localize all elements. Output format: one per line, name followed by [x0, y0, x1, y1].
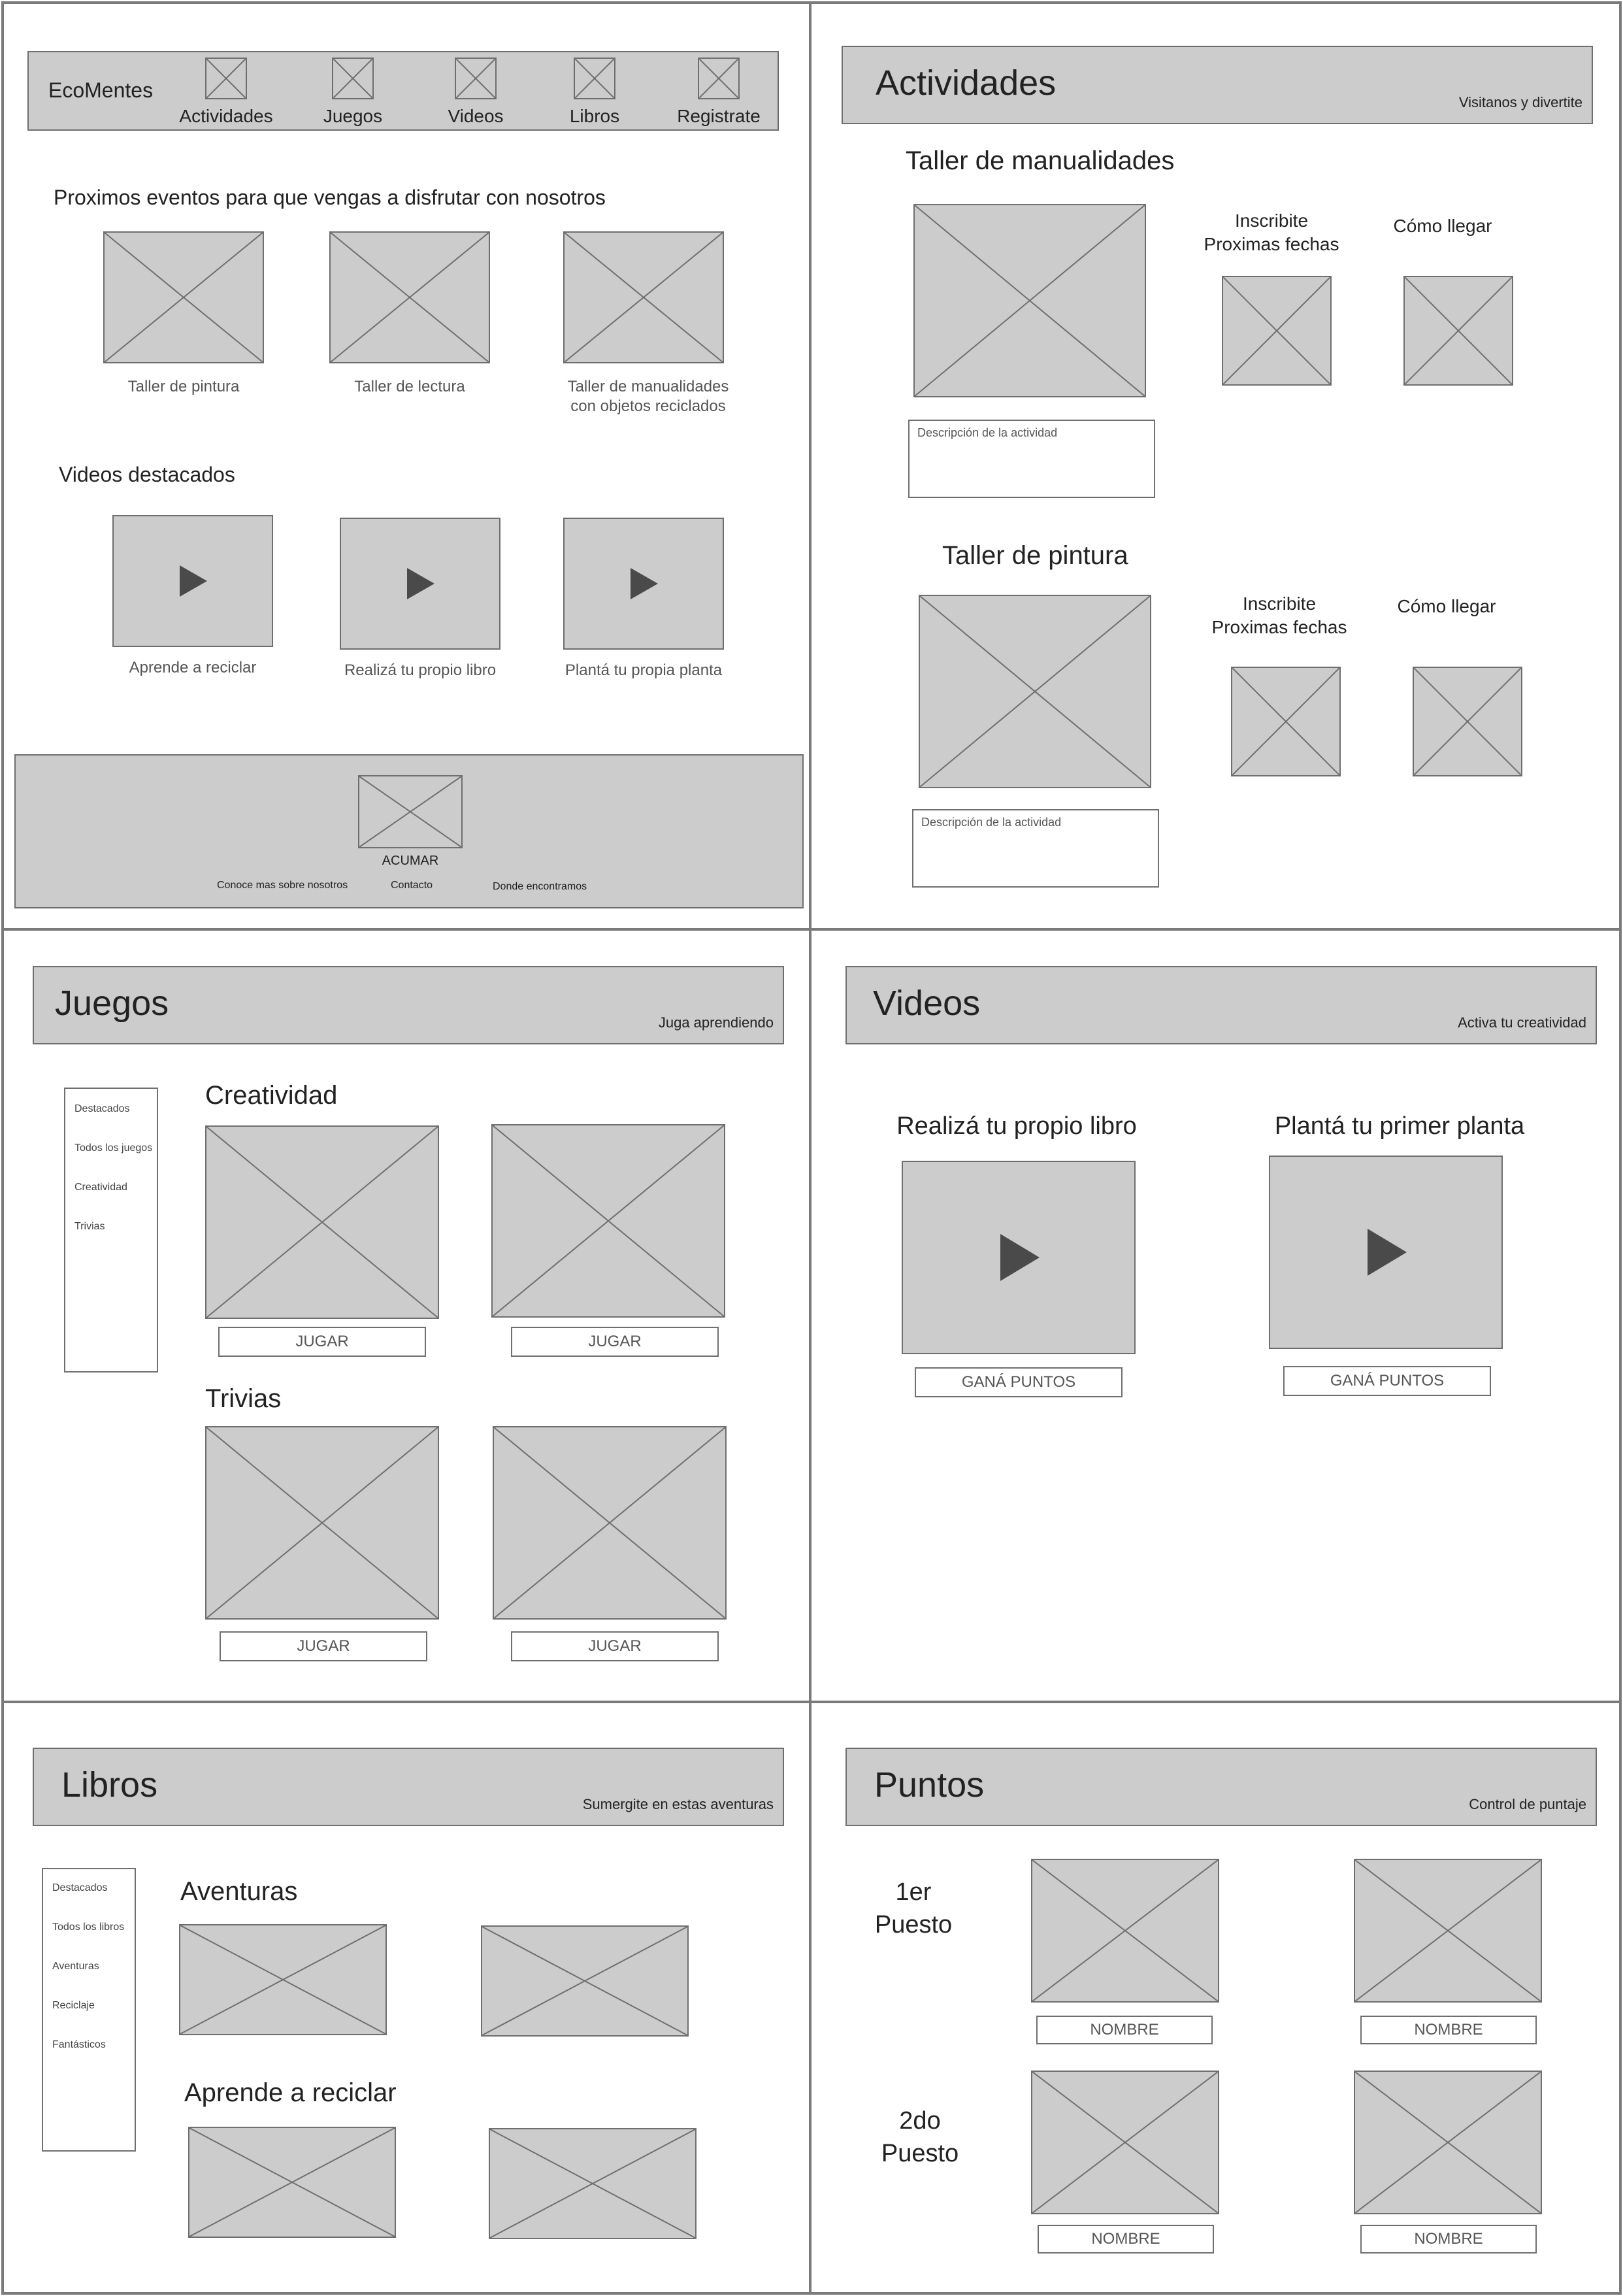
page-subtitle: Activa tu creatividad [1458, 1014, 1586, 1031]
nav-item-juegos[interactable] [308, 58, 413, 129]
play-icon [407, 568, 434, 599]
signup-image[interactable] [1222, 276, 1332, 386]
nav-item-videos[interactable] [427, 58, 532, 129]
puntos-panel [809, 1701, 1622, 2295]
event-image[interactable] [103, 231, 264, 363]
play-button[interactable]: JUGAR [220, 1631, 427, 1661]
play-icon [180, 565, 207, 597]
game-image[interactable] [205, 1426, 439, 1620]
video-caption: Realizá tu propio libro [344, 661, 497, 679]
workshop-description [912, 809, 1159, 888]
videos-panel [809, 928, 1622, 1703]
page-title: Actividades [876, 63, 1057, 103]
section-title: Aventuras [180, 1877, 298, 1906]
description-text: Descripción de la actividad [917, 426, 1058, 439]
book-image[interactable] [188, 2127, 396, 2238]
signup-label: Proximas fechas [1204, 234, 1339, 254]
play-icon [1368, 1229, 1407, 1276]
player-image[interactable] [1354, 1859, 1542, 2003]
player-image[interactable] [1031, 2071, 1219, 2214]
rank-label: 1er [895, 1878, 932, 1906]
book-image[interactable] [489, 2128, 697, 2239]
libros-header [33, 1748, 784, 1826]
video-title: Plantá tu primer planta [1274, 1112, 1525, 1140]
footer-link-location[interactable]: Donde encontramos [493, 881, 587, 892]
directions-label: Cómo llegar [1397, 596, 1496, 616]
logo[interactable]: EcoMentes [48, 78, 154, 102]
event-image[interactable] [563, 231, 724, 363]
juegos-header [33, 966, 784, 1044]
name-field[interactable]: NOMBRE [1038, 2225, 1214, 2254]
home-footer [14, 754, 804, 908]
video-thumb[interactable] [112, 515, 273, 647]
play-button[interactable]: JUGAR [511, 1327, 719, 1357]
play-icon [1000, 1234, 1040, 1281]
book-image[interactable] [179, 1924, 387, 2035]
section-title: Aprende a reciclar [184, 2078, 397, 2107]
footer-link-contact[interactable]: Contacto [391, 880, 433, 891]
signup-label: Proximas fechas [1211, 617, 1347, 637]
sidebar-item-creatividad[interactable]: Creatividad [74, 1182, 127, 1193]
directions-label: Cómo llegar [1393, 216, 1492, 236]
juegos-panel [1, 928, 812, 1703]
video-thumb[interactable] [1269, 1156, 1503, 1349]
signup-label: Inscribite [1242, 593, 1317, 614]
video-thumb[interactable] [902, 1161, 1136, 1354]
play-button[interactable]: JUGAR [218, 1327, 426, 1357]
sidebar-item-todos[interactable]: Todos los libros [52, 1922, 125, 1933]
rank-label: Puesto [874, 1911, 953, 1938]
videos-heading: Videos destacados [59, 463, 235, 486]
event-image[interactable] [329, 231, 490, 363]
rank-label: 2do [899, 2107, 941, 2135]
sidebar-item-destacados[interactable]: Destacados [74, 1103, 130, 1114]
workshop-image[interactable] [919, 595, 1151, 788]
workshop-title: Taller de pintura [942, 541, 1128, 570]
nav-label: Registrate [677, 106, 761, 126]
directions-image[interactable] [1403, 276, 1513, 386]
video-caption: Aprende a reciclar [129, 659, 257, 676]
book-image[interactable] [481, 1925, 689, 2037]
page-subtitle: Juga aprendiendo [658, 1014, 774, 1031]
page-subtitle: Sumergite en estas aventuras [582, 1796, 774, 1812]
description-text: Descripción de la actividad [921, 816, 1062, 829]
nav-item-registrate[interactable] [663, 58, 774, 129]
game-image[interactable] [491, 1124, 725, 1318]
directions-image[interactable] [1413, 667, 1522, 776]
registrate-icon [698, 58, 740, 99]
puntos-header [845, 1748, 1597, 1826]
sidebar-item-aventuras[interactable]: Aventuras [52, 1961, 99, 1972]
home-nav-bar [27, 51, 779, 131]
video-title: Realizá tu propio libro [896, 1112, 1137, 1140]
video-thumb[interactable] [563, 518, 724, 650]
workshop-image[interactable] [913, 204, 1146, 397]
nav-label: Videos [448, 106, 504, 126]
video-caption: Plantá tu propia planta [565, 661, 723, 679]
event-caption: Taller de lectura [354, 378, 465, 395]
events-heading: Proximos eventos para que vengas a disfrutar con nosotros [54, 186, 606, 209]
videos-icon [455, 58, 497, 99]
video-thumb[interactable] [340, 518, 500, 650]
videos-header [845, 966, 1597, 1044]
play-button[interactable]: JUGAR [511, 1631, 719, 1661]
page-title: Juegos [55, 984, 169, 1023]
libros-icon [574, 58, 615, 99]
sidebar-item-destacados[interactable]: Destacados [52, 1882, 108, 1893]
nav-label: Actividades [179, 106, 273, 126]
libros-panel [1, 1701, 812, 2295]
page-subtitle: Visitanos y divertite [1458, 94, 1582, 110]
play-icon [631, 568, 658, 599]
player-image[interactable] [1354, 2071, 1542, 2214]
sidebar-item-todos[interactable]: Todos los juegos [74, 1142, 153, 1154]
name-field[interactable]: NOMBRE [1360, 2225, 1537, 2254]
signup-label: Inscribite [1234, 210, 1309, 231]
sidebar-item-reciclaje[interactable]: Reciclaje [52, 2000, 95, 2011]
sidebar-item-fantasticos[interactable]: Fantásticos [52, 2039, 106, 2050]
event-caption: Taller de manualidades [567, 378, 729, 395]
sidebar-item-trivias[interactable]: Trivias [74, 1221, 105, 1232]
game-image[interactable] [493, 1426, 727, 1620]
earn-points-button[interactable]: GANÁ PUNTOS [1283, 1366, 1491, 1396]
event-caption: Taller de pintura [127, 378, 240, 395]
event-caption: con objetos reciclados [570, 397, 726, 415]
nav-item-libros[interactable] [545, 58, 649, 129]
rank-label: Puesto [881, 2140, 959, 2167]
game-image[interactable] [205, 1125, 439, 1319]
player-image[interactable] [1031, 1859, 1219, 2003]
workshop-title: Taller de manualidades [906, 146, 1175, 175]
section-title: Creatividad [205, 1081, 338, 1110]
page-subtitle: Control de puntaje [1469, 1796, 1586, 1812]
home-panel [1, 1, 812, 931]
page-title: Libros [61, 1765, 158, 1805]
page-title: Puntos [874, 1765, 985, 1805]
signup-image[interactable] [1231, 667, 1341, 776]
juegos-sidebar [64, 1088, 158, 1373]
points-image[interactable] [358, 775, 463, 848]
points-label: ACUMAR [382, 854, 439, 868]
name-field[interactable]: NOMBRE [1036, 2016, 1213, 2044]
nav-item-actividades[interactable] [174, 58, 278, 129]
actividades-header [842, 46, 1593, 124]
nav-label: Libros [569, 106, 620, 126]
earn-points-button[interactable]: GANÁ PUNTOS [915, 1367, 1123, 1397]
footer-link-about[interactable]: Conoce mas sobre nosotros [217, 880, 348, 891]
name-field[interactable]: NOMBRE [1360, 2016, 1537, 2044]
actividades-icon [205, 58, 247, 99]
workshop-description [908, 420, 1155, 498]
actividades-panel [809, 1, 1622, 931]
libros-sidebar [42, 1868, 136, 2152]
section-title: Trivias [205, 1384, 282, 1413]
nav-label: Juegos [323, 106, 383, 126]
page-title: Videos [873, 984, 981, 1023]
juegos-icon [332, 58, 374, 99]
